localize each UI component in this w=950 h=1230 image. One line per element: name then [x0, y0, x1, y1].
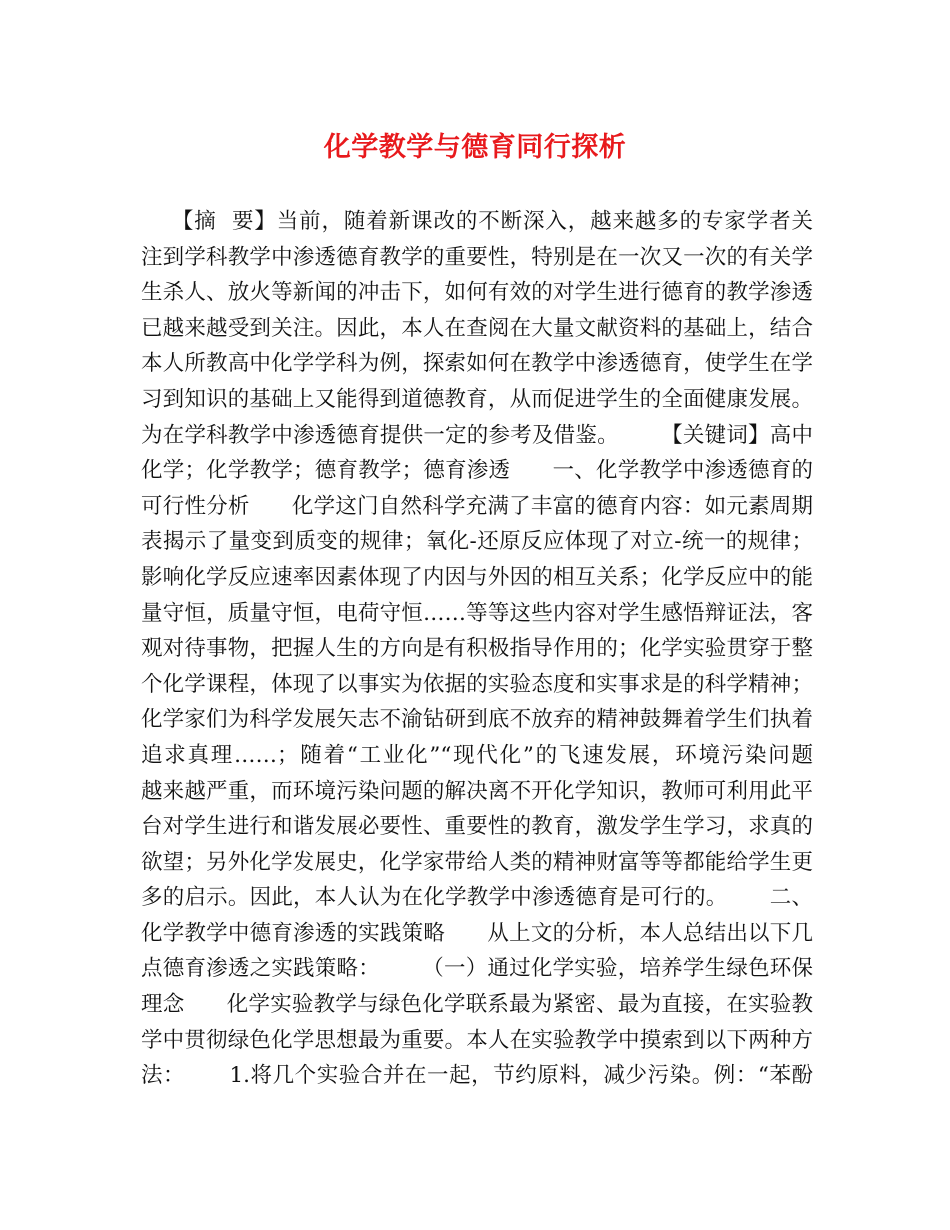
body-line: 为在学科教学中渗透德育提供一定的参考及借鉴。 【关键词】高中: [141, 422, 813, 448]
body-line: 化学教学中德育渗透的实践策略 从上文的分析，本人总结出以下几: [141, 920, 813, 946]
body-line: 注到学科教学中渗透德育教学的重要性，特别是在一次又一次的有关学: [141, 244, 813, 270]
body-line: 已越来越受到关注。因此，本人在查阅在大量文献资料的基础上，结合: [141, 315, 813, 341]
body-line: 可行性分析 化学这门自然科学充满了丰富的德育内容：如元素周期: [141, 493, 813, 519]
body-line: 量守恒，质量守恒，电荷守恒……等等这些内容对学生感悟辩证法，客: [141, 600, 813, 626]
document-body: [141, 204, 813, 1094]
body-line: 欲望；另外化学发展史，化学家带给人类的精神财富等等都能给学生更: [141, 849, 813, 875]
body-line: 点德育渗透之实践策略： （一）通过化学实验，培养学生绿色环保: [141, 956, 813, 982]
body-line: 多的启示。因此，本人认为在化学教学中渗透德育是可行的。 二、: [141, 885, 813, 911]
body-line: 越来越严重，而环境污染问题的解决离不开化学知识，教师可利用此平: [141, 778, 813, 804]
body-line: 影响化学反应速率因素体现了内因与外因的相互关系；化学反应中的能: [141, 564, 813, 590]
document-title: 化学教学与德育同行探析: [323, 132, 627, 163]
body-line: 追求真理……；随着“工业化”“现代化”的飞速发展，环境污染问题: [141, 742, 813, 768]
body-line: 习到知识的基础上又能得到道德教育，从而促进学生的全面健康发展。: [141, 386, 813, 412]
body-line: 表揭示了量变到质变的规律；氧化-还原反应体现了对立-统一的规律；: [141, 529, 813, 555]
body-line: 台对学生进行和谐发展必要性、重要性的教育，激发学生学习，求真的: [141, 814, 813, 840]
body-line: 法： 1.将几个实验合并在一起，节约原料，减少污染。例：“苯酚: [141, 1063, 813, 1089]
body-line: 本人所教高中化学学科为例，探索如何在教学中渗透德育，使学生在学: [141, 351, 813, 377]
body-line: 化学家们为科学发展矢志不渝钻研到底不放弃的精神鼓舞着学生们执着: [141, 707, 813, 733]
body-line: 学中贯彻绿色化学思想最为重要。本人在实验教学中摸索到以下两种方: [141, 1027, 813, 1053]
body-line: 观对待事物，把握人生的方向是有积极指导作用的；化学实验贯穿于整: [141, 636, 813, 662]
body-line: 理念 化学实验教学与绿色化学联系最为紧密、最为直接，在实验教: [141, 992, 813, 1018]
body-line: 【摘 要】当前，随着新课改的不断深入，越来越多的专家学者关: [141, 209, 813, 234]
body-line: 化学；化学教学；德育教学；德育渗透 一、化学教学中渗透德育的: [141, 458, 813, 484]
body-line: 生杀人、放火等新闻的冲击下，如何有效的对学生进行德育的教学渗透: [141, 280, 813, 306]
body-line: 个化学课程，体现了以事实为依据的实验态度和实事求是的科学精神；: [141, 671, 813, 697]
